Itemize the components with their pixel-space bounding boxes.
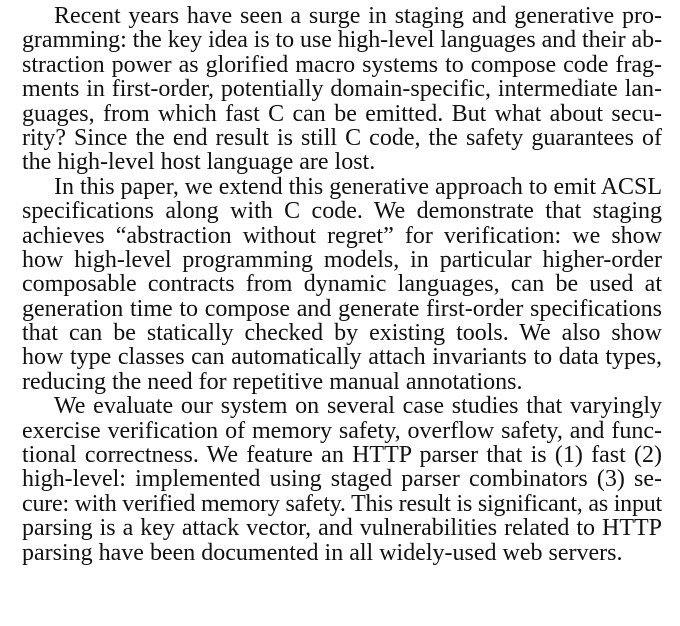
text-line: In this paper, we extend this generative approach to emit ACSL	[54, 174, 662, 200]
text-line: composable contracts from dynamic languages, can be used at	[22, 272, 662, 297]
text-line: reducing the need for repetitive manual annotations.	[22, 369, 523, 395]
text-line: ments in first-order, potentially domain-specific, intermediate lan-	[22, 77, 662, 102]
text-line: guages, from which fast C can be emitted. But what about secu-	[22, 101, 662, 126]
text-line: the high-level host language are lost.	[22, 150, 376, 175]
text-line: how high-level programming models, in particular higher-order	[22, 247, 662, 273]
text-line: parsing have been documented in all widely-used web servers.	[22, 540, 623, 565]
text-line: high-level: implemented using staged parser combinators (3) se-	[22, 467, 662, 492]
text-line: cure: with verified memory safety. This result is significant, as input	[22, 491, 662, 517]
text-line: how type classes can automatically attach invariants to data types,	[22, 345, 662, 370]
text-line: We evaluate our system on several case studies that varyingly	[54, 394, 662, 419]
text-line: that can be statically checked by existing tools. We also show	[22, 321, 662, 346]
text-line: specifications along with C code. We demonstrate that staging	[22, 199, 662, 224]
text-line: rity? Since the end result is still C code, the safety guarantees of	[22, 125, 662, 151]
text-line: generation time to compose and generate first-order specifications	[22, 296, 662, 322]
paragraph-evaluation	[22, 394, 662, 565]
text-line: Recent years have seen a surge in staging and generative pro-	[54, 4, 662, 29]
text-line: exercise verification of memory safety, overflow safety, and func-	[22, 418, 662, 444]
text-line: parsing is a key attack vector, and vulnerabilities related to HTTP	[22, 516, 662, 541]
abstract-body	[22, 4, 662, 565]
paragraph-staging-intro	[22, 4, 662, 175]
text-line: straction power as glorified macro systems to compose code frag-	[22, 52, 662, 78]
text-line: tional correctness. We feature an HTTP parser that is (1) fast (2)	[22, 443, 662, 468]
paragraph-acsl-contribution	[22, 175, 662, 395]
text-line: gramming: the key idea is to use high-level languages and their ab-	[22, 28, 662, 53]
text-line: achieves “abstraction without regret” for verification: we show	[22, 223, 662, 248]
